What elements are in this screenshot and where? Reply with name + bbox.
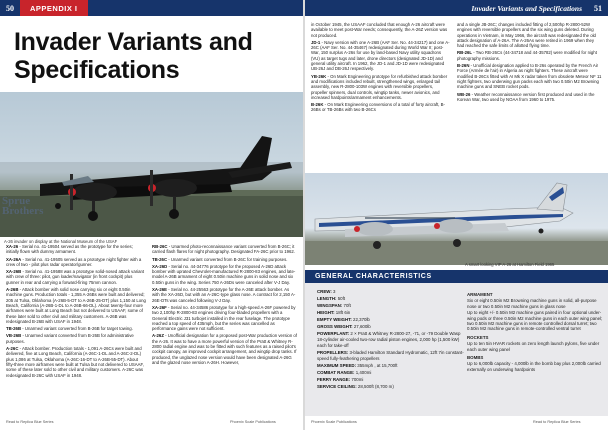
variant-entry: RB-26C - Unarmed photo-reconnaissance variant converted from B-26C; it carried flash flares for night photography. Designated FA-26C prior to 1962. (152, 244, 295, 255)
variant-entry: JD-1 - Navy version with one A-26B (AAF Ser. No. 44-34217) and one A-26C (AAF Ser. No. 44-35467) redesignated during World War II; post-War, 150 surplus A-26s for use by land-based Navy utility squadrons (VU) as target tugs and later, drone directors (designated JD-1D) and general utility aircraft. In 1962, the JD-1 and JD-1D were redesignated UB-26J and DB-26J respectively. (311, 39, 450, 72)
vip-invader-image (305, 173, 608, 265)
spec-item: LENGTH: 50ft (317, 296, 346, 301)
right-page-number: 51 (594, 3, 602, 13)
variant-entry: XA-26D - Serial no. 44-34776 prototype for the proposed A-26D attack bomber with uprated Chevrolet-manufactured R-2800-83 engines, and late-model A-26B armament of eight 0.50in machine guns in solid nose and six 0.50in guns in the wing. Series 750 A-26Ds were canceled after V-J Day. (152, 263, 296, 285)
variant-entry: XA-26B - Serial no. 41-19588 was a prototype solid-nosed attack variant with crew of three: pilot, gun loader/navigator (in front cockpit) plus gunner in rear and carrying a forward-firing 75mm cannon. (6, 269, 145, 285)
armament-list (467, 289, 603, 373)
left-column-1 (6, 244, 146, 380)
variant-entry: RB-26L - Two RB-26Cs (44-34718 and 44-35782) were modified for night photography missions. (457, 50, 597, 61)
spec-item: SERVICE CEILING: 28,500ft (8,700 m) (317, 384, 394, 389)
general-characteristics-heading: GENERAL CHARACTERISTICS (305, 270, 608, 283)
bombs-heading: BOMBS (467, 355, 484, 361)
spec-item: CREW: 3 (317, 289, 336, 294)
bombs-text: Up to 6,000lb capacity - 4,000lb in the bomb bay plus 2,000lb carried externally on underwing hardpoints (467, 361, 601, 372)
right-footer-publisher: Phoenix Scale Publications (311, 420, 357, 424)
variant-entry: XA-26F - Serial no. 44-34586 prototype for a high-speed A-26F powered by two 2,100hp R-2800-83 engines driving four-bladed propellers with a General Electric J31 turbojet installed in the rear fuselage. The prototype reached a top speed of 435mph, but the series was cancelled as performance gains were not sufficient. (152, 304, 296, 332)
spec-item: COMBAT RANGE: 1,400mi (317, 370, 372, 375)
variant-entry: XA-26 - Serial no. 41-19504 served as the prototype for the series; initially flown with dummy armament. (6, 244, 133, 255)
main-photo (0, 92, 303, 237)
spec-item: PROPELLERS: 3-bladed Hamilton Standard Hydromatic, 12ft 7in constant-speed fully-feathering propellers (317, 350, 464, 361)
spec-item: EMPTY WEIGHT: 22,370lb (317, 317, 370, 322)
left-footer-publisher: Phoenix Scale Publications (230, 420, 276, 424)
rockets-text: Up to ten 5in HVAR rockets on zero length launch pylons, five under each outer wing panel (467, 341, 600, 352)
variant-entry: in October 1945, the USAAF concluded that enough A-26 aircraft were available to meet post-War needs; consequently, the A-26Z version was not produced. (311, 22, 448, 38)
variant-entry: XA-26A - Serial no. 41-19505 served as a prototype night fighter with a crew of two - pilot plus radar operator/gunner. (6, 256, 142, 267)
spec-item: WINGSPAN: 70ft (317, 303, 351, 308)
left-footer-series: Read to Replica Blue Series (6, 420, 54, 424)
page-title: Invader Variants and Specifications (14, 28, 253, 84)
watermark: Sprue Brothers (2, 195, 44, 217)
vip-photo-caption: A smart looking VIP A-26 at Hamilton Field 1965 (465, 262, 555, 267)
right-footer-series: Read to Replica Blue Series (533, 420, 581, 424)
vip-aircraft-photo (305, 173, 608, 265)
appendix-tab: APPENDIX I (20, 0, 88, 16)
variant-entry: YB-26K - On Mark Engineering prototype for refurbished attack bomber and modifications included rebuilt, strengthened wings, enlarged tail assembly, new R-2800-103W engines with reversible propellers, propeller spinners, dual controls, wingtip tanks, newer avionics, and increased hardpoints/armament enhancements. (311, 73, 448, 100)
spec-item: FERRY RANGE: 700mi (317, 377, 364, 382)
spec-item: GROSS WEIGHT: 27,600lb (317, 324, 371, 329)
armament-text: Six or eight 0.50in M2 Browning machine guns in solid, all-purpose nose or two 0.50in M2 machine guns in glass nose (467, 298, 597, 309)
invader-aircraft-image (0, 92, 303, 237)
variant-entry: B-26N - Unofficial designation applied to B-26s operated by the French Air Force (Armée de l'air) in Algeria as night fighters. These aircraft were modified B-26Cs fitted with AI Mk X radar taken from obsolete Meteor NF 11 night fighters, two underwing gun packs each with two 0.50in M2 Browning machine guns and SNEB rocket pods. (457, 63, 602, 90)
right-column-1 (311, 22, 451, 115)
spec-item: POWERPLANT: 2 × Pratt & Whitney R-2800-27, -71, or -79 Double Wasp 18-cylinder air-cooled two-row radial piston engines, 2,000 hp (1,500 kW) each for take-off (317, 331, 461, 348)
right-column-2 (457, 22, 602, 104)
variant-entry: TB-26B - Unarmed variant converted from B-26B for target towing. (6, 326, 133, 332)
armament-text: Up to eight +/- 0.50in M2 machine guns paired in four optional under-wing pods or three 0.50in M2 machine guns in each outer wing panel; two 0.50in M2 machine guns in remote controlled dorsal turret; two 0.50in M2 machine guns in remote-controlled ventral turret (467, 310, 603, 332)
right-header-bar (305, 0, 608, 16)
variant-entry: and a single JB-26C; changes included fitting of 2,500hp R-2800-52W engines with reversible propellers and the six wing guns deleted. During operations in Vietnam, in May 1966, the aircraft was redesignated the old attack designation of A-26A. The A-26As were retired in 1969 when they had reached the safe limits of allotted flying time. (457, 22, 596, 49)
variant-entry: A-26B - Attack bomber with solid nose carrying six or eight 0.50in machine guns. Production totals - 1,355 A-26Bs were built and delivered; 205 at Tulsa, Oklahoma (A-26B-5-DT to A-26B-25-DT) plus 1,150 at Long Beach, California (A-26B-1-DL to A-26B-66-DL). About twenty-four more airframes were built at Long Beach but not delivered to USAAF, some of these later sold to other civil and military customers. A-26B was redesignated B-26B with USAF in 1948. (6, 287, 146, 324)
variant-entry: TB-26C - Unarmed variant converted from B-26C for training purposes. (152, 256, 288, 262)
variant-entry: A-26Z - Unofficial designation for a proposed post-War production version of the A-26. It was to have a more powerful version of the Pratt & Whitney R-2800 radial engine and was to be fitted with such features as a raised pilot's cockpit canopy, an improved cockpit arrangement, and wingtip drop tanks. If produced, the unglazed nose version would have been designated A-26G and the glazed nose version A-26H. However, (152, 333, 297, 365)
spec-list (317, 289, 467, 391)
right-header-title: Invader Variants and Specifications (471, 3, 582, 13)
spec-item: MAXIMUM SPEED: 355mph , at 15,700ft (317, 363, 398, 368)
right-page (305, 0, 608, 430)
left-page-number: 50 (6, 3, 14, 13)
left-header-bar (0, 0, 303, 16)
variant-entry: B-26K - On Mark Engineering conversions of a total of forty aircraft, B-26Bs or TB-26Bs with two B-26Cs (311, 102, 445, 113)
spec-item: HEIGHT: 18ft 6in (317, 310, 351, 315)
armament-heading: ARMAMENT (467, 292, 493, 297)
variant-entry: XA-26E - Serial no. 44-25563 prototype for the A-26E attack bomber. As with the XA-26D, but with an A-26C-type glass nose. A contract for 2,150 A-26E-DTs was canceled following V-J Day. (152, 287, 296, 303)
variant-entry: A-26C - Attack bomber. Production totals - 1,091 A-26Cs were built and delivered, five at Long Beach, California (A-26C-1-DL and A-26C-2-DL) plus 1,086 at Tulsa, Oklahoma (A-26C-16-DT to A-26B-55-DT). About fifty-three more airframes were built at Tulsa but not delivered to USAAF, some of these later sold to other civil and military customers. A-26C was redesignated B-26C with USAF in 1948. (6, 346, 144, 378)
left-column-2 (152, 244, 297, 367)
rockets-heading: ROCKETS (467, 334, 489, 340)
variant-entry: WB-26 - Weather reconnaissance version first produced and used in the Korean War, two used by NOAA from 1960 to 1975. (457, 91, 595, 102)
variant-entry: VB-26B - Unarmed variant converted from B-26B for administrative purposes. (6, 333, 134, 344)
main-photo-caption: A-26 invader on display at the National Museum of the USAF (4, 239, 118, 244)
left-page (0, 0, 303, 430)
